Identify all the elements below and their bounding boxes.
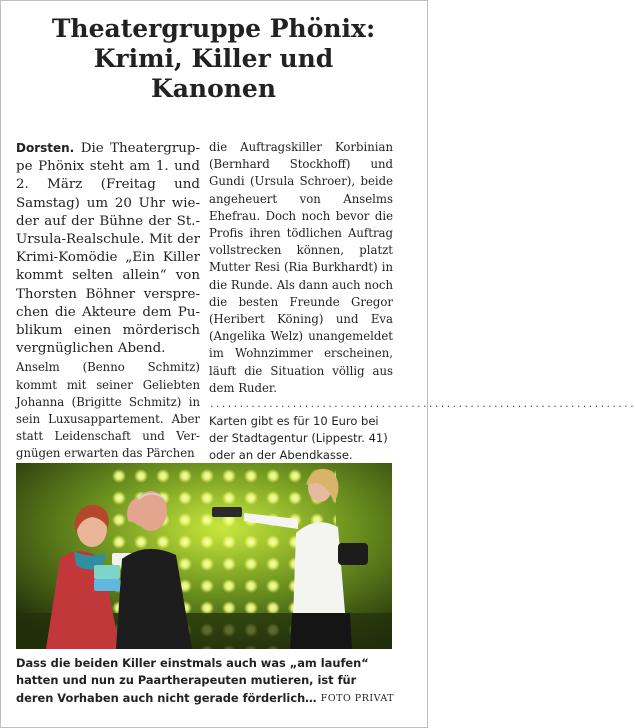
body-paragraph-2: die Auftragskiller Korbinian (Bernhard Stockhoff) und Gundi (Ursula Schroer), beide angeheuert von Anselms Ehefrau. Doch noch bevor die Profis ihren tödlichen Auftrag vollstrecken können, platzt Mutter Resi (Ria Burkhardt) in die Runde. Als dann auch noch die besten Freunde Gregor (Heribert Köning) und Eva (Angelika Welz) unangemeldet im Wohnzimmer erscheinen, läuft die Situation völlig aus dem Ruder.	[209, 140, 393, 395]
column-left	[16, 139, 200, 463]
dateline: Dorsten.	[16, 141, 75, 155]
dotted-separator: ........................................................................	[209, 400, 635, 411]
headline	[16, 14, 411, 104]
column-right	[209, 139, 635, 464]
stage-photo-illustration	[16, 463, 392, 649]
lead-paragraph	[16, 139, 200, 358]
photo-caption	[16, 655, 394, 707]
headline-line-1: Theatergruppe Phönix:	[51, 14, 376, 43]
photo-credit: FOTO PRIVAT	[320, 692, 394, 704]
stage-photo	[16, 463, 392, 649]
ticket-info: Karten gibt es für 10 Euro bei der Stadtagentur (Lippestr. 41) oder an der Abendkasse.	[209, 414, 388, 463]
body-paragraph-1: Anselm (Benno Schmitz) kommt mit seiner Geliebten Johanna (Brigitte Schmitz) in sein Luxusappartement. Aber statt Leidenschaft und Vergnügen erwarten das Pärchen	[16, 360, 200, 461]
lead-text: Die Theatergruppe Phönix steht am 1. und 2. März (Freitag und Samstag) um 20 Uhr wieder auf der Bühne der St.-Ursula-Realschule. Mit der Krimi-Komödie „Ein Killer kommt selten allein“ von Thorsten Böhner versprechen die Akteure dem Publikum einen mörderisch vergnüglichen Abend.	[16, 141, 200, 357]
headline-line-3: Kanonen	[150, 74, 277, 103]
headline-line-2: Krimi, Killer und	[93, 44, 334, 73]
caption-text: Dass die beiden Killer einstmals auch was „am laufen“ hatten und nun zu Paartherapeuten mutieren, ist für deren Vorhaben auch nicht gerade förderlich…	[16, 656, 369, 705]
